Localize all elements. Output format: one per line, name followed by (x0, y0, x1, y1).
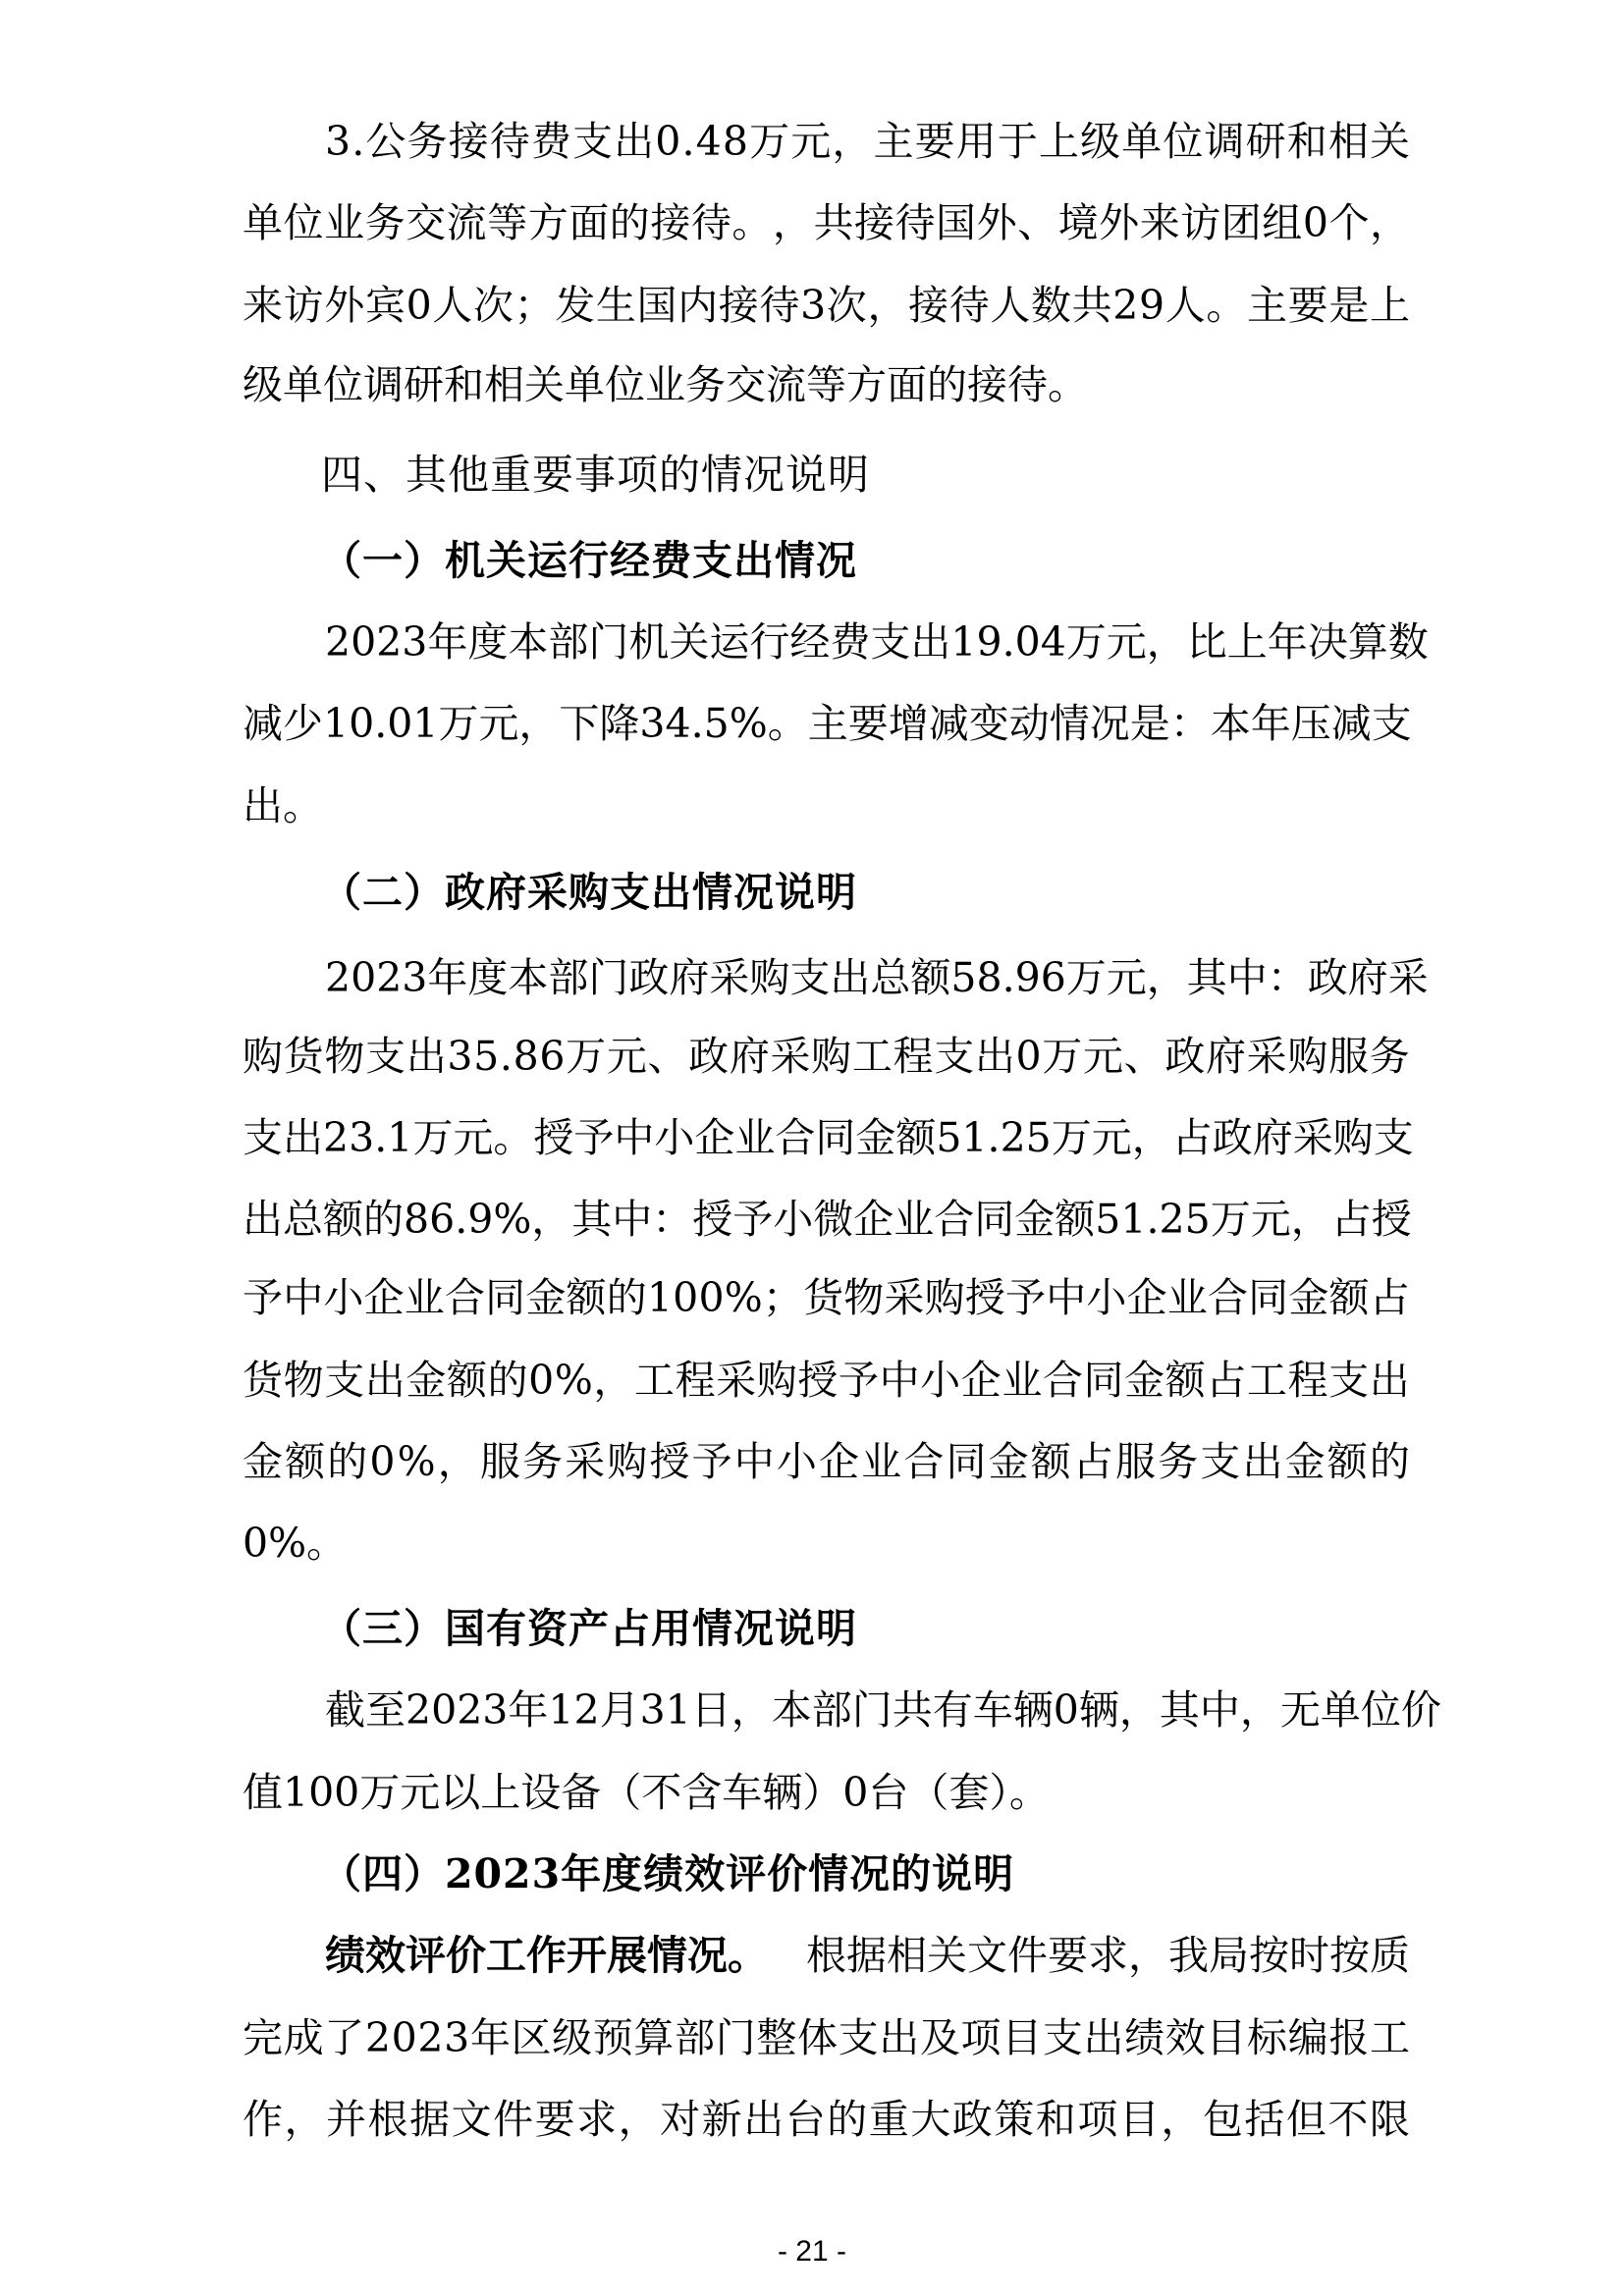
paragraph-line: 作 ， 并 根 据 文 件 要 求 ， 对 新 出 台 的 重 大 政 策 和 项 目 ， 包 括 但 不 限 (243, 2096, 1410, 2143)
paragraph-line: 级单位调研和相关单位业务交流等方面的接待。 (243, 361, 1088, 408)
paragraph-line: 单 位 业 务 交 流 等 方 面 的 接 待 。 ， 共 接 待 国 外 、 境 外 来 访 团 组 0 个 ， (243, 199, 1410, 246)
paragraph-line: 金 额 的 0 % ， 服 务 采 购 授 予 中 小 企 业 合 同 金 额 占 服 务 支 出 金 额 的 (243, 1438, 1410, 1485)
paragraph-line: 值100万元以上设备（不含车辆）0台（套）。 (243, 1769, 1050, 1816)
page-number: - 21 - (777, 2235, 847, 2268)
paragraph-line: 截 至 2 0 2 3 年 1 2 月 3 1 日 ， 本 部 门 共 有 车 辆 0 辆 ， 其 中 ， 无 单 位 价 (325, 1686, 1441, 1734)
paragraph-text: 根据相关文件要求，我局按时按质 (806, 1932, 1410, 1979)
paragraph-line: 货 物 支 出 金 额 的 0 % ， 工 程 采 购 授 予 中 小 企 业 合 同 金 额 占 工 程 支 出 (243, 1357, 1410, 1404)
paragraph-line: 支 出 2 3 . 1 万 元 。 授 予 中 小 企 业 合 同 金 额 5 1 . 2 5 万 元 ， 占 政 府 采 购 支 (243, 1114, 1414, 1161)
subsection-heading: （一）机关运行经费支出情况 (321, 537, 857, 584)
section-heading: 四、其他重要事项的情况说明 (321, 451, 871, 499)
paragraph-line (325, 1931, 1410, 1980)
paragraph-line: 购 货 物 支 出 3 5 . 8 6 万 元 、 政 府 采 购 工 程 支 出 0 万 元 、 政 府 采 购 服 务 (243, 1033, 1410, 1080)
paragraph-line: 出。 (243, 782, 323, 829)
paragraph-line: 2 0 2 3 年 度 本 部 门 政 府 采 购 支 出 总 额 5 8 . 9 6 万 元 ， 其 中 ： 政 府 采 (325, 954, 1429, 1001)
subsection-heading: （二）政府采购支出情况说明 (321, 869, 857, 916)
subsection-heading: （三）国有资产占用情况说明 (321, 1605, 857, 1652)
paragraph-line: 3 . 公 务 接 待 费 支 出 0 . 4 8 万 元 ， 主 要 用 于 上 级 单 位 调 研 和 相 关 (325, 118, 1410, 165)
subsection-heading: （四）2023年度绩效评价情况的说明 (321, 1850, 1015, 1897)
paragraph-line: 来 访 外 宾 0 人 次 ； 发 生 国 内 接 待 3 次 ， 接 待 人 数 共 2 9 人 。 主 要 是 上 (243, 282, 1410, 329)
paragraph-line: 减 少 1 0 . 0 1 万 元 ， 下 降 3 4 . 5 % 。 主 要 增 减 变 动 情 况 是 ： 本 年 压 减 支 (243, 700, 1412, 747)
bold-lead-in: 绩效评价工作开展情况。 (325, 1932, 768, 1979)
paragraph-line: 0%。 (243, 1520, 348, 1567)
paragraph-line: 2 0 2 3 年 度 本 部 门 机 关 运 行 经 费 支 出 1 9 . 0 4 万 元 ， 比 上 年 决 算 数 (325, 618, 1429, 666)
paragraph-line: 予 中 小 企 业 合 同 金 额 的 1 0 0 % ； 货 物 采 购 授 予 中 小 企 业 合 同 金 额 占 (243, 1274, 1410, 1321)
paragraph-line: 出 总 额 的 8 6 . 9 % ， 其 中 ： 授 予 小 微 企 业 合 同 金 额 5 1 . 2 5 万 元 ， 占 授 (243, 1196, 1412, 1243)
paragraph-line: 完 成 了 2 0 2 3 年 区 级 预 算 部 门 整 体 支 出 及 项 目 支 出 绩 效 目 标 编 报 工 (243, 2014, 1410, 2061)
